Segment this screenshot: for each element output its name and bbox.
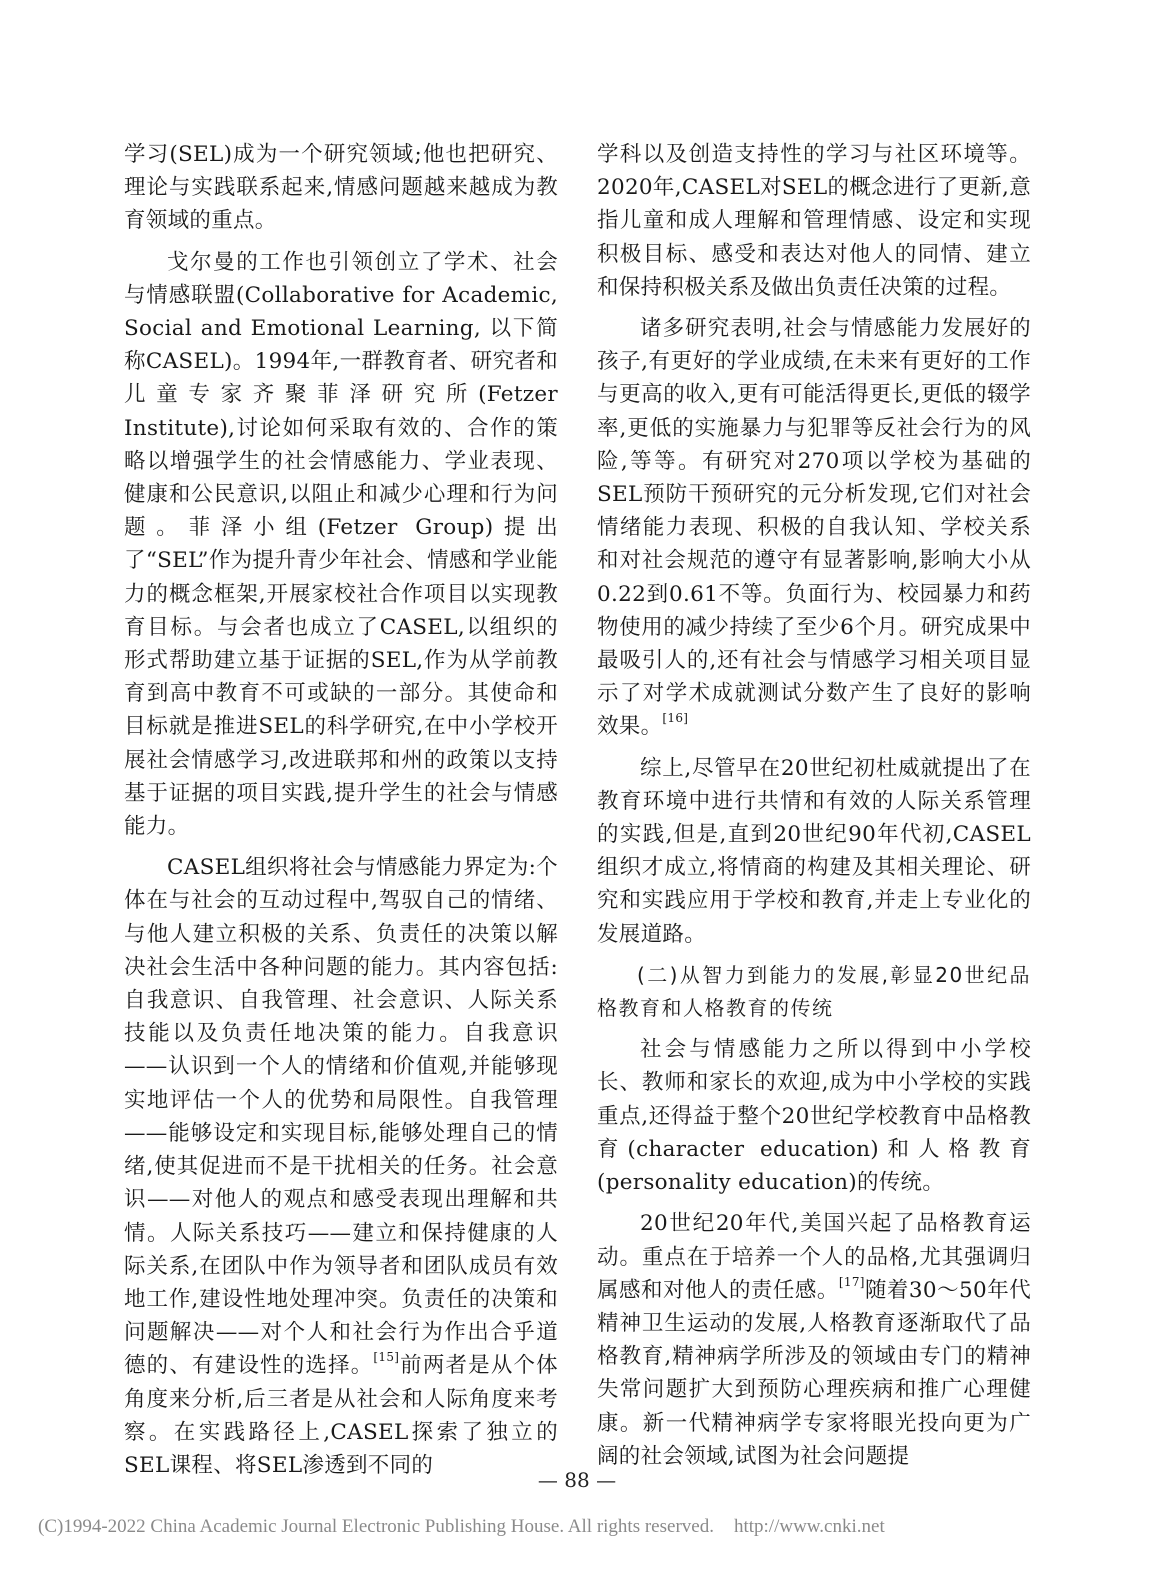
paragraph-casel-founding: 戈尔曼的工作也引领创立了学术、社会与情感联盟(Collaborative for Academic, Social and Emotional Learning, 以下简称CASEL)。1994年,一群教育者、研究者和儿童专家齐聚菲泽研究所(Fetzer Institute),讨论如何采取有效的、合作的策略以增强学生的社会情感能力、学业表现、健康和公民意识,以阻止和减少心理和行为问题。菲泽小组(Fetzer Group)提出了“SEL”作为提升青少年社会、情感和学业能力的概念框架,开展家校社合作项目以实现教育目标。与会者也成立了CASEL,以组织的形式帮助建立基于证据的SEL,作为从学前教育到高中教育不可或缺的一部分。其使命和目标就是推进SEL的科学研究,在中小学校开展社会情感学习,改进联邦和州的政策以支持基于证据的项目实践,提升学生的社会与情感能力。 <box>124 249 558 840</box>
paragraph-summary: 综上,尽管早在20世纪初杜威就提出了在教育环境中进行共情和有效的人际关系管理的实践,但是,直到20世纪90年代初,CASEL组织才成立,将情商的构建及其相关理论、研究和实践应用于学校和教育,并走上专业化的发展道路。 <box>597 755 1031 947</box>
paragraph-character-education <box>597 1207 1031 1473</box>
paragraph-casel-definition <box>124 851 558 1482</box>
paragraph-continued: 学科以及创造支持性的学习与社区环境等。2020年,CASEL对SEL的概念进行了更新,意指儿童和成人理解和管理情感、设定和实现积极目标、感受和表达对他人的同情、建立和保持积极关系及做出负责任决策的过程。 <box>597 142 1031 300</box>
page-number: — 88 — <box>537 1468 617 1492</box>
left-column <box>124 138 558 1490</box>
citation-15: [15] <box>373 1350 400 1365</box>
paragraph-research-findings <box>597 312 1031 744</box>
footer-url: http://www.cnki.net <box>733 1516 885 1537</box>
citation-17: [17] <box>838 1274 865 1289</box>
paragraph-text: CASEL组织将社会与情感能力界定为:个体在与社会的互动过程中,驾驭自己的情绪、与他人建立积极的关系、负责任的决策以解决社会生活中各种问题的能力。其内容包括:自我意识、自我管理、社会意识、人际关系技能以及负责任地决策的能力。自我意识——认识到一个人的情绪和价值观,并能够现实地评估一个人的优势和局限性。自我管理——能够设定和实现目标,能够处理自己的情绪,使其促进而不是干扰相关的任务。社会意识——对他人的观点和感受表现出理解和共情。人际关系技巧——建立和保持健康的人际关系,在团队中作为领导者和团队成员有效地工作,建设性地处理冲突。负责任的决策和问题解决——对个人和社会行为作出合乎道德的、有建设性的选择。 <box>124 855 558 1379</box>
citation-16: [16] <box>662 711 689 726</box>
paragraph-continued: 学习(SEL)成为一个研究领域;他也把研究、理论与实践联系起来,情感问题越来越成为教育领域的重点。 <box>124 142 558 234</box>
paragraph-tradition: 社会与情感能力之所以得到中小学校长、教师和家长的欢迎,成为中小学校的实践重点,还得益于整个20世纪学校教育中品格教育(character education)和人格教育(personality education)的传统。 <box>597 1037 1031 1196</box>
copyright-footer <box>38 1516 885 1538</box>
section-heading: (二)从智力到能力的发展,彰显20世纪品格教育和人格教育的传统 <box>597 962 1031 1021</box>
copyright-text: (C)1994-2022 China Academic Journal Electronic Publishing House. All rights reserved. <box>38 1516 714 1537</box>
paragraph-tail: 随着30～50年代精神卫生运动的发展,人格教育逐渐取代了品格教育,精神病学所涉及的领域由专门的精神失常问题扩大到预防心理疾病和推广心理健康。新一代精神病学专家将眼光投向更为广阔的社会领域,试图为社会问题提 <box>597 1277 1031 1469</box>
right-column <box>597 138 1031 1481</box>
paragraph-text: 20世纪20年代,美国兴起了品格教育运动。重点在于培养一个人的品格,尤其强调归属感和对他人的责任感。 <box>597 1211 1031 1303</box>
paragraph-text: 诸多研究表明,社会与情感能力发展好的孩子,有更好的学业成绩,在未来有更好的工作与更高的收入,更有可能活得更长,更低的辍学率,更低的实施暴力与犯罪等反社会行为的风险,等等。有研究对270项以学校为基础的SEL预防干预研究的元分析发现,它们对社会情绪能力表现、积极的自我认知、学校关系和对社会规范的遵守有显著影响,影响大小从0.22到0.61不等。负面行为、校园暴力和药物使用的减少持续了至少6个月。研究成果中最吸引人的,还有社会与情感学习相关项目显示了对学术成就测试分数产生了良好的影响效果。 <box>597 316 1031 740</box>
paragraph-tail: 前两者是从个体角度来分析,后三者是从社会和人际角度来考察。在实践路径上,CASEL探索了独立的SEL课程、将SEL渗透到不同的 <box>124 1353 558 1478</box>
